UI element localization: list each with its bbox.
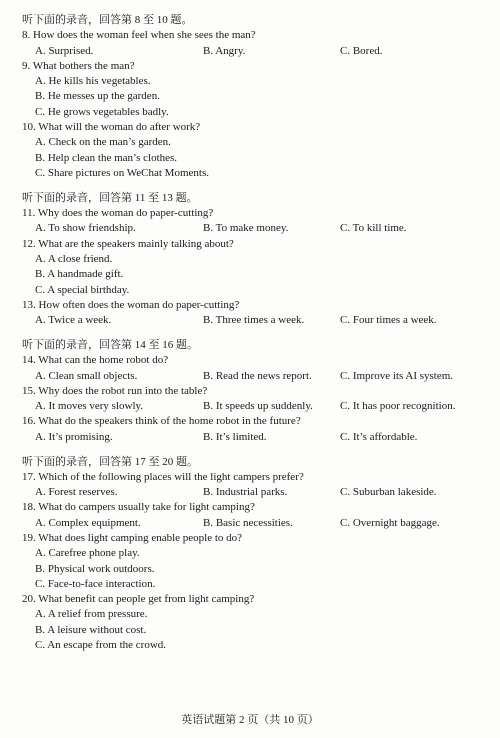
question-stem: 17. Which of the following places will the light campers prefer? — [22, 470, 304, 483]
answer-option[interactable]: C. Improve its AI system. — [340, 369, 454, 382]
answer-option[interactable]: A. It moves very slowly. — [35, 400, 144, 413]
question-stem: 16. What do the speakers think of the home robot in the future? — [22, 415, 301, 428]
option-row — [22, 399, 482, 414]
answer-option[interactable]: B. A leisure without cost. — [35, 623, 147, 636]
question-stem: 20. What benefit can people get from light camping? — [22, 593, 255, 606]
section-header: 听下面的录音，回答第 8 至 10 题。 — [22, 14, 193, 26]
question-stem: 14. What can the home robot do? — [22, 354, 169, 367]
answer-option[interactable]: C. It has poor recognition. — [340, 400, 456, 413]
section-header: 听下面的录音，回答第 14 至 16 题。 — [22, 338, 198, 351]
question-stem: 8. How does the woman feel when she sees the man? — [22, 29, 256, 42]
answer-option[interactable]: A. It’s promising. — [35, 430, 113, 443]
answer-option[interactable]: B. Three times a week. — [203, 314, 305, 327]
answer-option[interactable]: C. To kill time. — [340, 222, 407, 235]
answer-option[interactable]: B. He messes up the garden. — [35, 90, 160, 103]
section-gap — [22, 181, 482, 191]
option-row — [22, 221, 482, 236]
answer-option[interactable]: A. He kills his vegetables. — [35, 75, 151, 88]
answer-option[interactable]: B. It’s limited. — [203, 430, 267, 443]
answer-option[interactable]: B. To make money. — [203, 222, 289, 235]
option-row — [22, 44, 482, 59]
answer-option[interactable]: C. Share pictures on WeChat Moments. — [35, 166, 209, 179]
answer-option[interactable]: A. Forest reserves. — [35, 486, 118, 499]
answer-option[interactable]: C. Overnight baggage. — [340, 516, 440, 529]
answer-option[interactable]: C. Suburban lakeside. — [340, 486, 437, 499]
question-stem: 11. Why does the woman do paper-cutting? — [22, 207, 214, 220]
answer-option[interactable]: C. Four times a week. — [340, 314, 437, 327]
answer-option[interactable]: A. Complex equipment. — [35, 516, 141, 529]
answer-option[interactable]: A. Clean small objects. — [35, 369, 138, 382]
section-gap — [22, 445, 482, 455]
option-row — [22, 313, 482, 328]
answer-option[interactable]: B. Read the news report. — [203, 369, 312, 382]
question-stem: 13. How often does the woman do paper-cutting? — [22, 298, 240, 311]
question-stem: 10. What will the woman do after work? — [22, 121, 201, 134]
question-stem: 9. What bothers the man? — [22, 59, 135, 72]
answer-option[interactable]: B. Help clean the man’s clothes. — [35, 151, 178, 164]
answer-option[interactable]: B. Basic necessities. — [203, 516, 293, 529]
section-gap — [22, 328, 482, 338]
section-header: 听下面的录音，回答第 17 至 20 题。 — [22, 455, 198, 468]
question-stem: 18. What do campers usually take for light camping? — [22, 501, 255, 514]
answer-option[interactable]: A. A close friend. — [35, 252, 113, 265]
answer-option[interactable]: B. Angry. — [203, 44, 246, 57]
answer-option[interactable]: B. Physical work outdoors. — [35, 562, 155, 575]
option-row — [22, 430, 482, 445]
section-header: 听下面的录音，回答第 11 至 13 题。 — [22, 191, 198, 204]
answer-option[interactable]: C. An escape from the crowd. — [35, 639, 167, 652]
answer-option[interactable]: A. A relief from pressure. — [35, 608, 148, 621]
answer-option[interactable]: B. Industrial parks. — [203, 486, 288, 499]
answer-option[interactable]: C. Bored. — [340, 44, 383, 57]
answer-option[interactable]: C. Face-to-face interaction. — [35, 577, 156, 590]
answer-option[interactable]: A. Twice a week. — [35, 314, 112, 327]
answer-option[interactable]: A. Carefree phone play. — [35, 547, 140, 560]
question-stem: 12. What are the speakers mainly talking about? — [22, 237, 234, 250]
answer-option[interactable]: B. It speeds up suddenly. — [203, 400, 313, 413]
page-footer: 英语试题第 2 页（共 10 页） — [181, 714, 319, 726]
answer-option[interactable]: C. A special birthday. — [35, 283, 130, 296]
answer-option[interactable]: A. Check on the man’s garden. — [35, 136, 171, 149]
question-list — [22, 13, 482, 653]
answer-option[interactable]: A. To show friendship. — [35, 222, 136, 235]
answer-option[interactable]: C. He grows vegetables badly. — [35, 105, 169, 118]
option-row — [22, 369, 482, 384]
answer-option[interactable]: B. A handmade gift. — [35, 268, 124, 281]
question-stem: 19. What does light camping enable people to do? — [22, 532, 243, 544]
option-row — [22, 485, 482, 500]
question-stem: 15. Why does the robot run into the table? — [22, 384, 208, 397]
answer-option[interactable]: A. Surprised. — [35, 44, 94, 57]
option-row — [22, 516, 482, 531]
answer-option[interactable]: C. It’s affordable. — [340, 430, 418, 443]
